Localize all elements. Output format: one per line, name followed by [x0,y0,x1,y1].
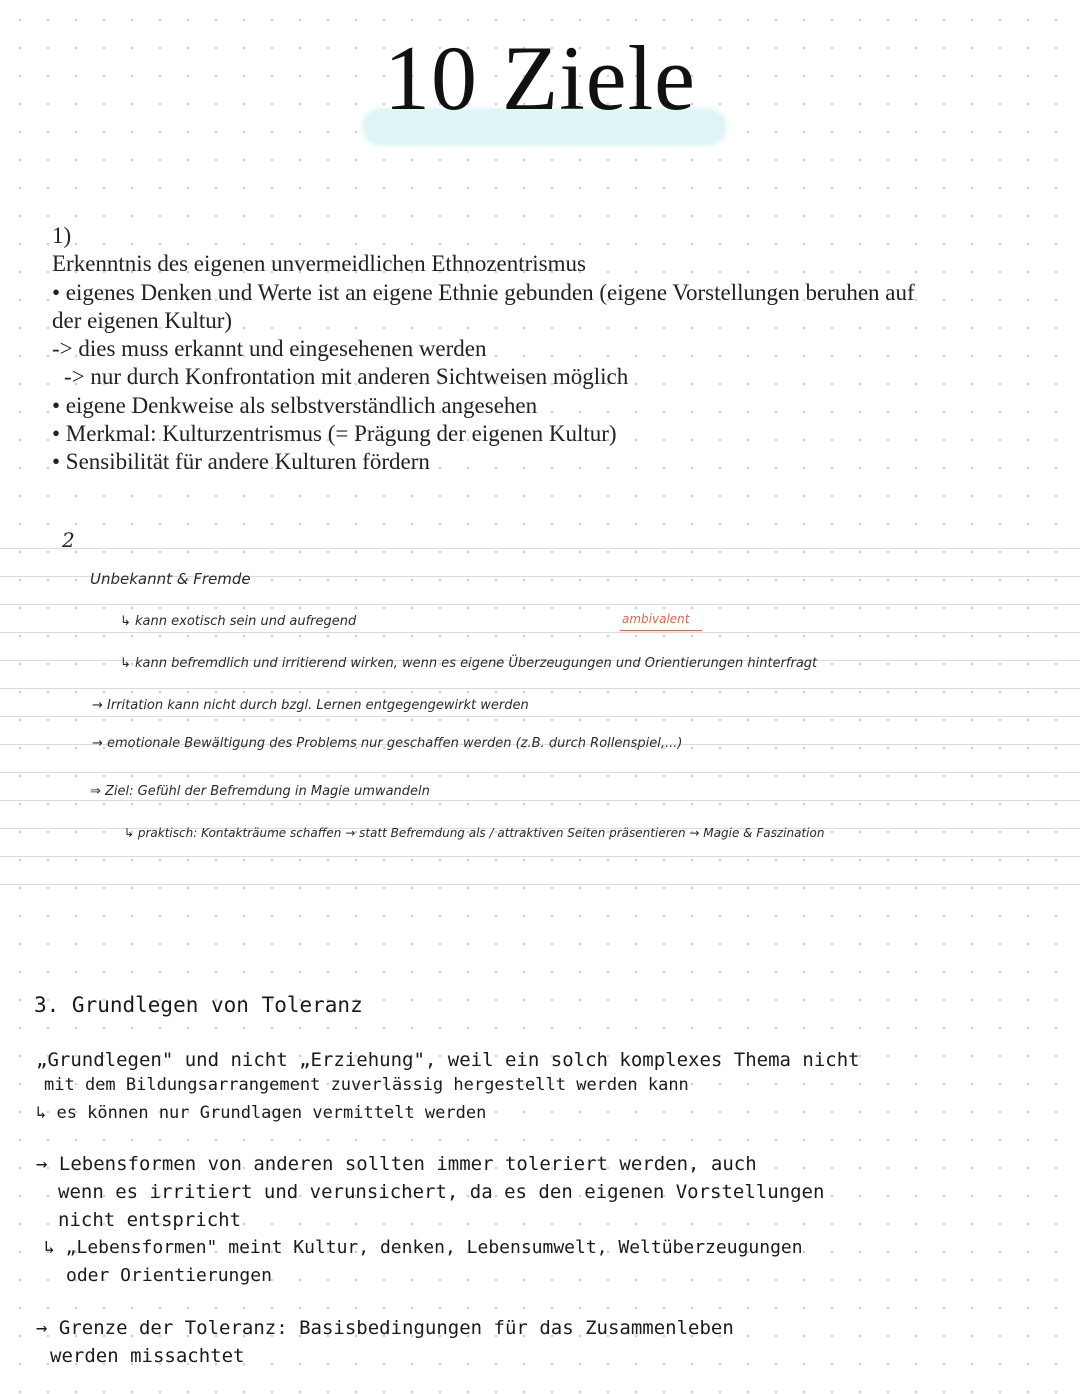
ruled-line [0,688,1080,689]
ruled-line [0,884,1080,885]
section-3-p4-line-2: werden missachtet [50,1345,245,1367]
section-3-p1-line-1: „Grundlegen" und nicht „Erziehung", weil ein solch komplexes Thema nicht [36,1049,860,1071]
section-1-bullet-3: • Merkmal: Kulturzentrismus (= Prägung der eigenen Kultur) [52,421,617,447]
section-1-bullet-4: • Sensibilität für andere Kulturen fördern [52,449,430,475]
section-1-number: 1) [52,223,72,248]
section-2-heading: Unbekannt & Fremde [90,570,251,588]
section-1-heading: Erkenntnis des eigenen unvermeidlichen Ethnozentrismus [52,251,586,277]
section-2-line-5: ⇒ Ziel: Gefühl der Befremdung in Magie umwandeln [90,784,430,799]
section-2-number: 2 [62,528,75,552]
section-3-p1-line-2: mit dem Bildungsarrangement zuverlässig hergestellt werden kann [44,1075,689,1095]
section-1-bullet-1: • eigenes Denken und Werte ist an eigene Ethnie gebunden (eigene Vorstellungen beruhen auf [52,279,915,305]
ruled-line [0,856,1080,857]
section-2-line-1: ↳ kann exotisch sein und aufregend [120,614,357,629]
section-2-line-4: → emotionale Bewältigung des Problems nur geschaffen werden (z.B. durch Rollenspiel,...) [92,736,683,751]
section-1-bullet-2: • eigene Denkweise als selbstverständlich angesehen [52,392,538,418]
section-3-p2-line-2: wenn es irritiert und verunsichert, da es den eigenen Vorstellungen [58,1181,825,1203]
section-2-line-6: ↳ praktisch: Kontakträume schaffen → statt Befremdung als / attraktiven Seiten präsentieren → Magie & Faszination [124,826,825,840]
ambivalent-note: ambivalent [622,612,690,626]
ruled-line [0,772,1080,773]
section-1 [52,222,1012,477]
section-3-heading: 3. Grundlegen von Toleranz [34,993,363,1017]
ruled-line [0,716,1080,717]
title-container [0,27,1080,129]
section-3-p4-line-1: → Grenze der Toleranz: Basisbedingungen für das Zusammenleben [36,1317,734,1339]
section-2-line-2: ↳ kann befremdlich und irritierend wirken, wenn es eigene Überzeugungen und Orientierungen hinterfragt [120,656,818,671]
ruled-line [0,548,1080,549]
section-3-p2-line-1: → Lebensformen von anderen sollten immer toleriert werden, auch [36,1153,757,1175]
section-2-line-3: → Irritation kann nicht durch bzgl. Lernen entgegengewirkt werden [92,698,529,713]
section-3-p1-line-3: ↳ es können nur Grundlagen vermittelt werden [36,1103,487,1123]
section-3-p3-line-2: oder Orientierungen [66,1265,272,1286]
section-1-bullet-1-cont: der eigenen Kultur) [52,307,233,333]
ambivalent-underline [620,630,702,631]
section-3-p2-line-3: nicht entspricht [58,1209,242,1231]
section-1-arrow-1: -> dies muss erkannt und eingesehenen werden [52,336,487,362]
ruled-line [0,800,1080,801]
section-3-p3-line-1: ↳ „Lebensformen" meint Kultur, denken, Lebensumwelt, Weltüberzeugungen [44,1237,803,1258]
page-title: 10 Ziele [384,27,696,129]
ruled-line [0,604,1080,605]
section-1-arrow-2: -> nur durch Konfrontation mit anderen Sichtweisen möglich [64,364,629,390]
ruled-line [0,632,1080,633]
